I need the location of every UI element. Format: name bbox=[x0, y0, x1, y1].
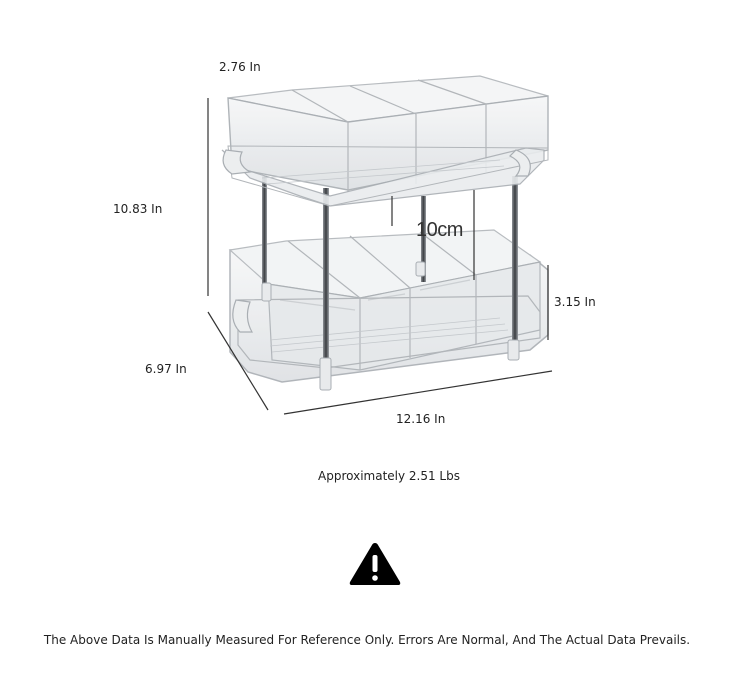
warning-triangle-icon bbox=[348, 541, 402, 587]
weight-note: Approximately 2.51 Lbs bbox=[318, 469, 460, 483]
disclaimer-text: The Above Data Is Manually Measured For Reference Only. Errors Are Normal, And The Actual Data Prevails. bbox=[43, 633, 691, 647]
depth-label: 6.97 In bbox=[145, 362, 187, 376]
depth-dimension-line bbox=[208, 312, 268, 410]
width-dimension-line bbox=[284, 371, 552, 414]
height-label: 10.83 In bbox=[113, 202, 163, 216]
tier-gap-label: 10cm bbox=[416, 219, 463, 241]
lip-height-label: 3.15 In bbox=[554, 295, 596, 309]
width-label: 12.16 In bbox=[396, 412, 446, 426]
top-depth-label: 2.76 In bbox=[219, 60, 261, 74]
